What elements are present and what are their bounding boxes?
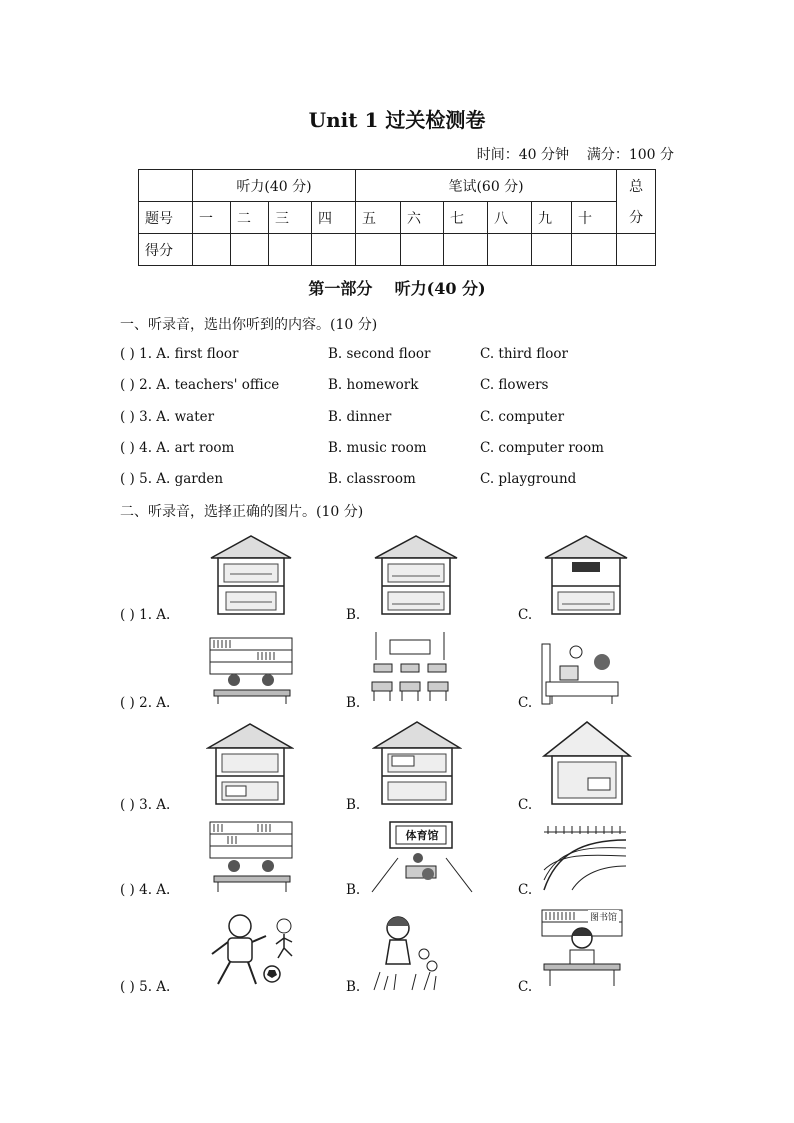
q2-a: ( ) 2. A. teachers' office [120, 377, 280, 393]
total-header-bottom: 分 [617, 202, 656, 234]
score-cell[interactable] [444, 234, 488, 266]
q4-c: C. computer room [480, 440, 604, 456]
q3-c: C. computer [480, 409, 565, 425]
number-cell: 三 [269, 202, 312, 234]
boy-reading-in-library-picture [540, 908, 624, 988]
pic-q5-label: ( ) 5. A. [120, 979, 171, 995]
table-corner-cell [139, 170, 193, 202]
pic-q2-c-label: C. [518, 695, 533, 711]
library-picture [208, 820, 294, 894]
score-table [138, 169, 656, 266]
number-cell: 二 [231, 202, 269, 234]
q3-b: B. dinner [328, 409, 392, 425]
pic-q2-b-label: B. [346, 695, 361, 711]
number-cell: 十 [572, 202, 617, 234]
q2-c: C. flowers [480, 377, 549, 393]
page-title: Unit 1 过关检测卷 [308, 108, 486, 132]
pic-q4-c-label: C. [518, 882, 533, 898]
q1-b: B. second floor [328, 346, 431, 362]
score-cell[interactable] [356, 234, 401, 266]
q5-c: C. playground [480, 471, 577, 487]
classroom-picture [368, 630, 452, 704]
q5-a: ( ) 5. A. garden [120, 471, 224, 487]
q4-a: ( ) 4. A. art room [120, 440, 235, 456]
pic-q3-c-label: C. [518, 797, 533, 813]
q3-a: ( ) 3. A. water [120, 409, 215, 425]
school-building-picture [206, 722, 294, 806]
number-cell: 九 [532, 202, 572, 234]
total-header-top: 总 [617, 170, 656, 202]
q4-b: B. music room [328, 440, 427, 456]
time-info: 时间：40 分钟 满分：100 分 [476, 147, 674, 163]
gym-picture [370, 818, 474, 894]
score-cell[interactable] [572, 234, 617, 266]
score-cell[interactable] [532, 234, 572, 266]
number-cell: 五 [356, 202, 401, 234]
pic-q4-b-label: B. [346, 882, 361, 898]
number-cell: 八 [488, 202, 532, 234]
score-cell[interactable] [401, 234, 444, 266]
girl-in-garden-picture [372, 912, 440, 992]
q2-b: B. homework [328, 377, 419, 393]
listening-header: 听力(40 分) [193, 170, 356, 202]
pic-q5-b-label: B. [346, 979, 361, 995]
writing-header: 笔试(60 分) [356, 170, 617, 202]
school-building-picture [372, 534, 460, 616]
library-picture [208, 636, 294, 706]
score-cell[interactable] [231, 234, 269, 266]
q5-b: B. classroom [328, 471, 416, 487]
q1-c: C. third floor [480, 346, 568, 362]
number-cell: 四 [312, 202, 356, 234]
pic-q3-label: ( ) 3. A. [120, 797, 171, 813]
pic-q5-c-label: C. [518, 979, 533, 995]
row-label-number: 题号 [139, 202, 193, 234]
score-cell[interactable] [269, 234, 312, 266]
library-sign: 图书馆 [588, 910, 619, 923]
q1-a: ( ) 1. A. first floor [120, 346, 239, 362]
score-cell[interactable] [617, 234, 656, 266]
school-building-picture [208, 534, 294, 616]
score-cell[interactable] [488, 234, 532, 266]
school-building-picture [372, 720, 462, 806]
pic-q3-b-label: B. [346, 797, 361, 813]
number-cell: 一 [193, 202, 231, 234]
part-one-title: 第一部分 听力(40 分) [308, 279, 486, 298]
pic-q1-b-label: B. [346, 607, 361, 623]
playground-picture [542, 824, 628, 892]
pic-q1-label: ( ) 1. A. [120, 607, 171, 623]
gym-sign: 体育馆 [405, 829, 439, 842]
score-cell[interactable] [312, 234, 356, 266]
number-cell: 六 [401, 202, 444, 234]
section-one-heading: 一、听录音，选出你听到的内容。(10 分) [120, 317, 378, 333]
pic-q1-c-label: C. [518, 607, 533, 623]
score-cell[interactable] [193, 234, 231, 266]
section-two-heading: 二、听录音，选择正确的图片。(10 分) [120, 504, 364, 520]
teachers-office-picture [540, 636, 622, 706]
number-cell: 七 [444, 202, 488, 234]
pic-q4-label: ( ) 4. A. [120, 882, 171, 898]
pic-q2-label: ( ) 2. A. [120, 695, 171, 711]
school-building-picture [542, 720, 632, 806]
row-label-score: 得分 [139, 234, 193, 266]
school-building-picture [542, 534, 630, 616]
boys-playing-football-picture [204, 912, 298, 992]
